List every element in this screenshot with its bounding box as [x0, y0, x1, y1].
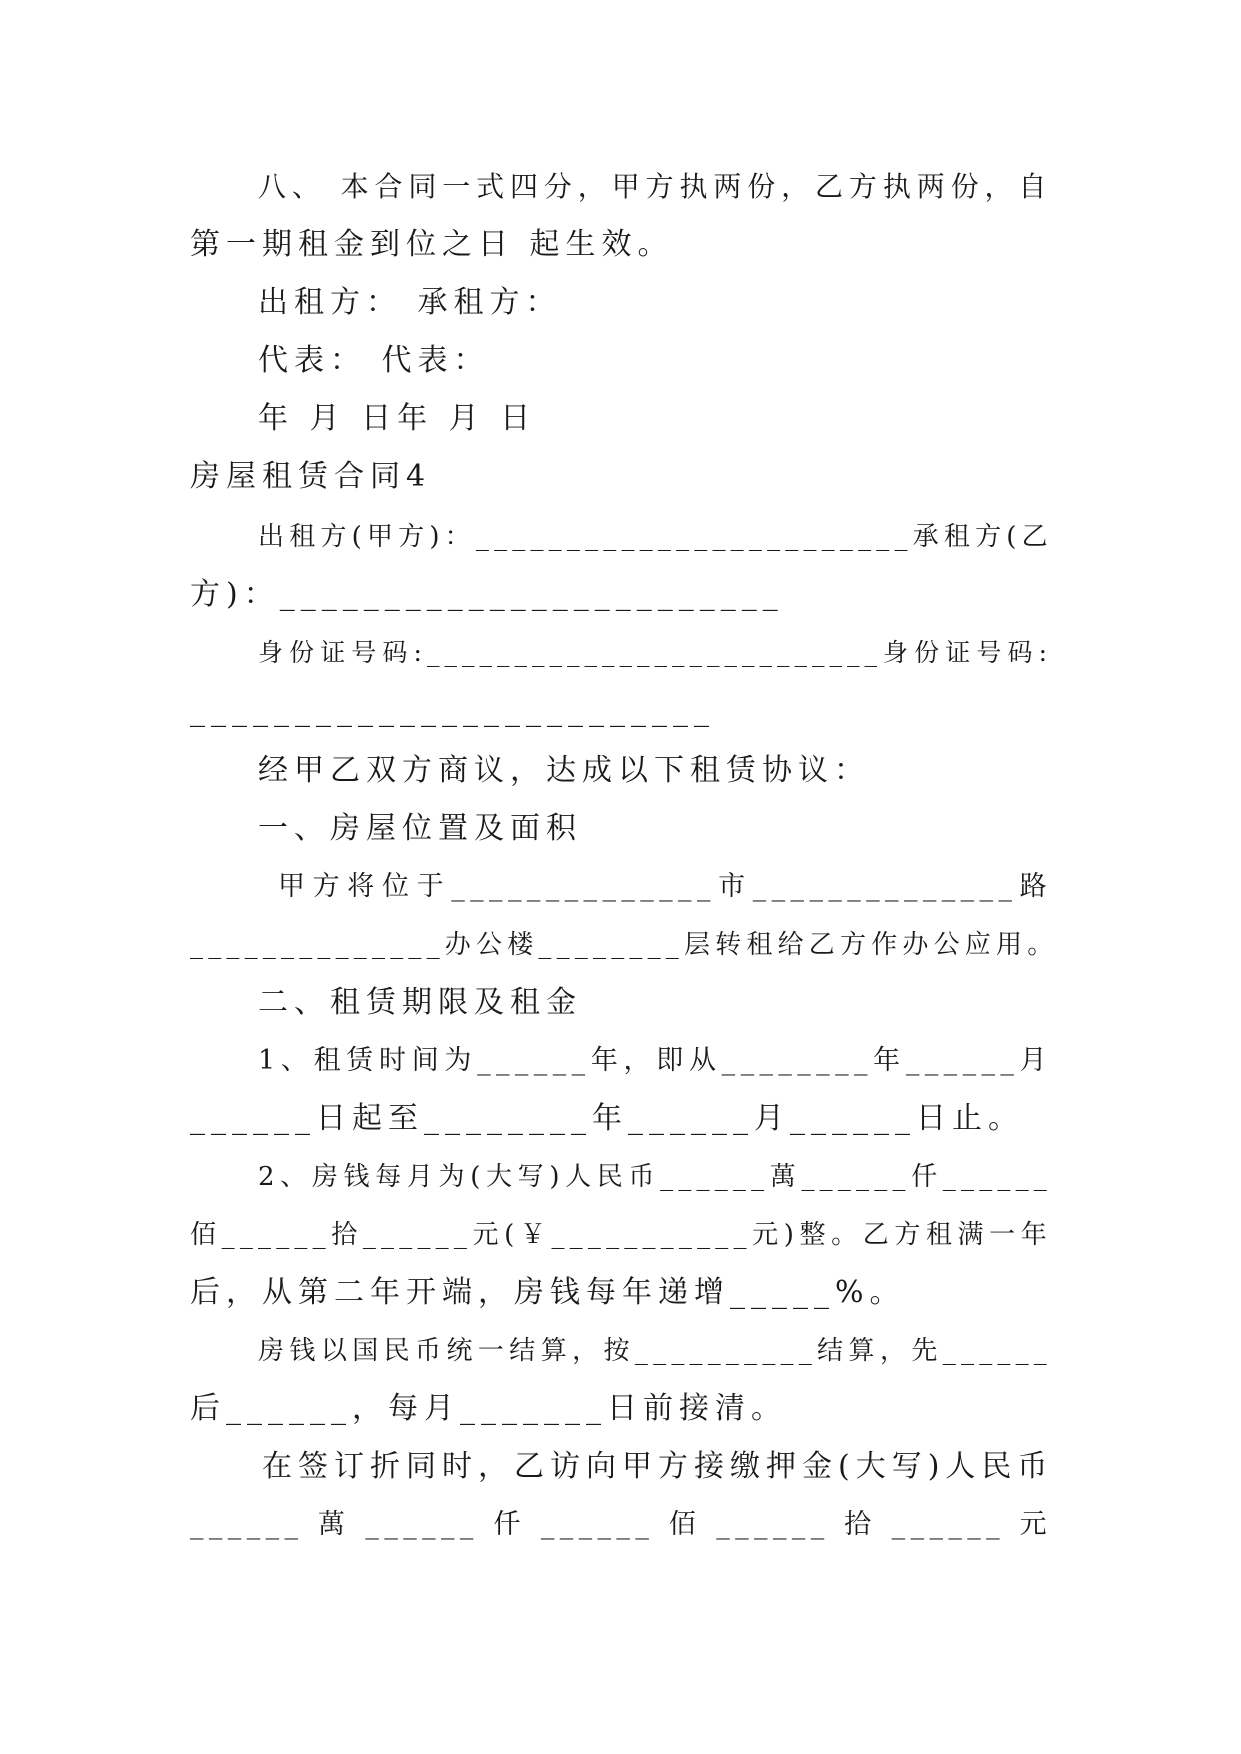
- text-line-17: ______日起至________年______月______日止。: [190, 1101, 1024, 1136]
- text-line-2: 第一期租金到位之日 起生效。: [190, 227, 674, 262]
- text-line-14: ______________办公楼________层转租给乙方作办公应用。: [190, 930, 1059, 960]
- text-line-23: 在签订折同时，乙访向甲方接缴押金(大写)人民币: [262, 1449, 1054, 1484]
- text-line-9: 身份证号码:__________________________身份证号码:: [258, 638, 1052, 667]
- text-line-1: 八、 本合同一式四分，甲方执两份，乙方执两份，自: [258, 170, 1052, 203]
- text-line-19: 佰______拾______元(￥___________元)整。乙方租满一年: [190, 1220, 1052, 1250]
- text-line-16: 1、租赁时间为______年，即从________年______月: [258, 1045, 1052, 1076]
- text-line-5: 年 月 日年 月 日: [258, 401, 537, 436]
- text-line-10: _________________________: [190, 693, 715, 728]
- text-line-12: 一、房屋位置及面积: [258, 811, 582, 846]
- text-line-24: ______ 萬 ______ 仟 ______ 佰 ______ 拾 ______ 元: [190, 1509, 1052, 1540]
- text-line-22: 后______，每月_______日前接清。: [190, 1391, 787, 1426]
- section-title: 房屋租赁合同4: [190, 459, 432, 494]
- text-line-20: 后，从第二年开端，房钱每年递增_____%。: [190, 1275, 906, 1310]
- text-line-18: 2、房钱每月为(大写)人民币______萬______仟______: [258, 1162, 1052, 1192]
- text-line-15: 二、租赁期限及租金: [258, 985, 582, 1020]
- text-line-8: 方)：________________________: [190, 577, 784, 612]
- text-line-7: 出租方(甲方)：________________________承租方(乙: [258, 522, 1053, 552]
- text-line-11: 经甲乙双方商议，达成以下租赁协议：: [258, 753, 870, 788]
- text-line-3: 出租方： 承租方：: [258, 285, 562, 320]
- text-line-21: 房钱以国民币统一结算，按__________结算，先______: [258, 1336, 1052, 1366]
- text-line-13: 甲方将位于______________市______________路: [278, 871, 1052, 902]
- text-line-4: 代表： 代表：: [258, 343, 490, 378]
